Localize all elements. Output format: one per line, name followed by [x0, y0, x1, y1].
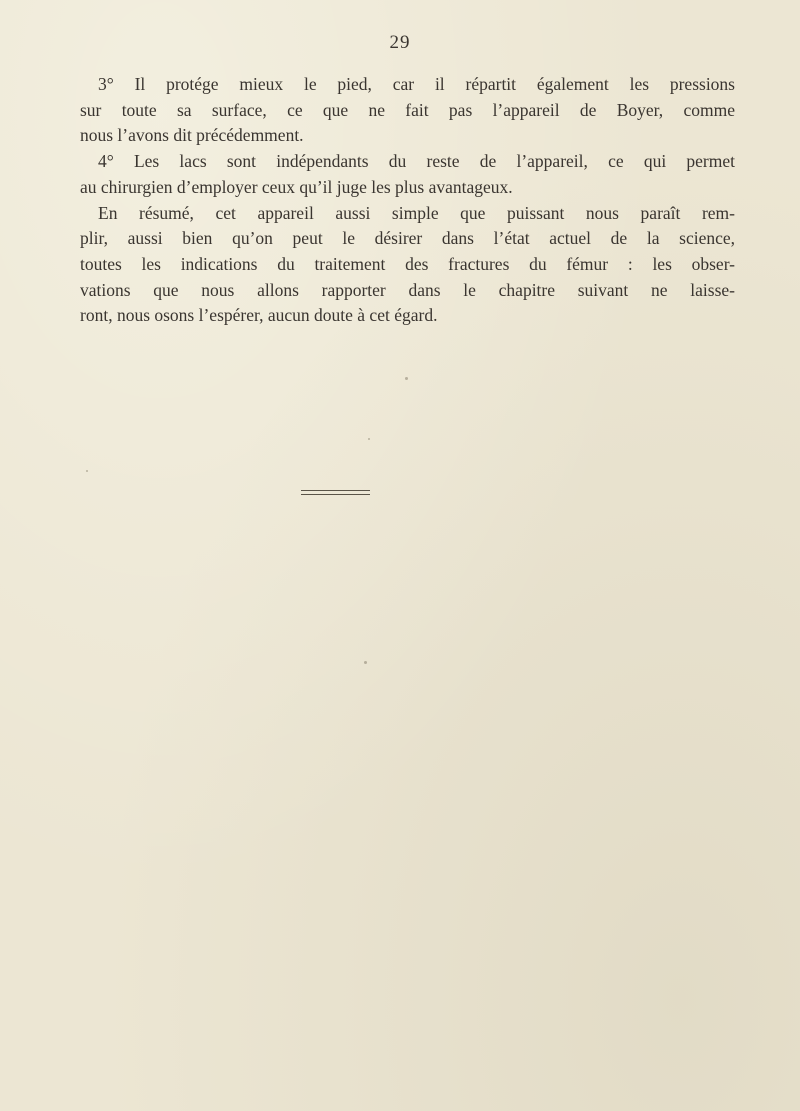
paragraph-2-line-2: au chirurgien d’employer ceux qu’il juge les plus avantageux. [80, 176, 513, 197]
body-text [80, 72, 735, 329]
print-speck [86, 470, 88, 472]
paragraph-1-line-1: 3° Il protége mieux le pied, car il répartit également les pressions [98, 74, 735, 94]
paragraph-3-line-2: plir, aussi bien qu’on peut le désirer dans l’état actuel de la science, [80, 228, 735, 249]
paragraph-1-line-3: nous l’avons dit précédemment. [80, 125, 304, 146]
paragraph-3-line-1: En résumé, cet appareil aussi simple que puissant nous paraît rem- [98, 202, 735, 223]
page-number: 29 [389, 32, 411, 53]
paragraph-3-line-3: toutes les indications du traitement des fractures du fémur : les obser- [80, 253, 735, 274]
paragraph-2-line-1: 4° Les lacs sont indépendants du reste de l’appareil, ce qui permet [98, 151, 735, 172]
section-divider-bottom [301, 494, 370, 495]
print-speck [405, 377, 408, 380]
paragraph-1-line-2: sur toute sa surface, ce que ne fait pas l’appareil de Boyer, comme [80, 99, 735, 120]
print-speck [364, 661, 367, 664]
paragraph-3-line-4: vations que nous allons rapporter dans le chapitre suivant ne laisse- [80, 279, 735, 300]
section-divider-top [301, 490, 370, 491]
paragraph-3-line-5: ront, nous osons l’espérer, aucun doute à cet égard. [80, 305, 438, 326]
print-speck [368, 438, 370, 440]
